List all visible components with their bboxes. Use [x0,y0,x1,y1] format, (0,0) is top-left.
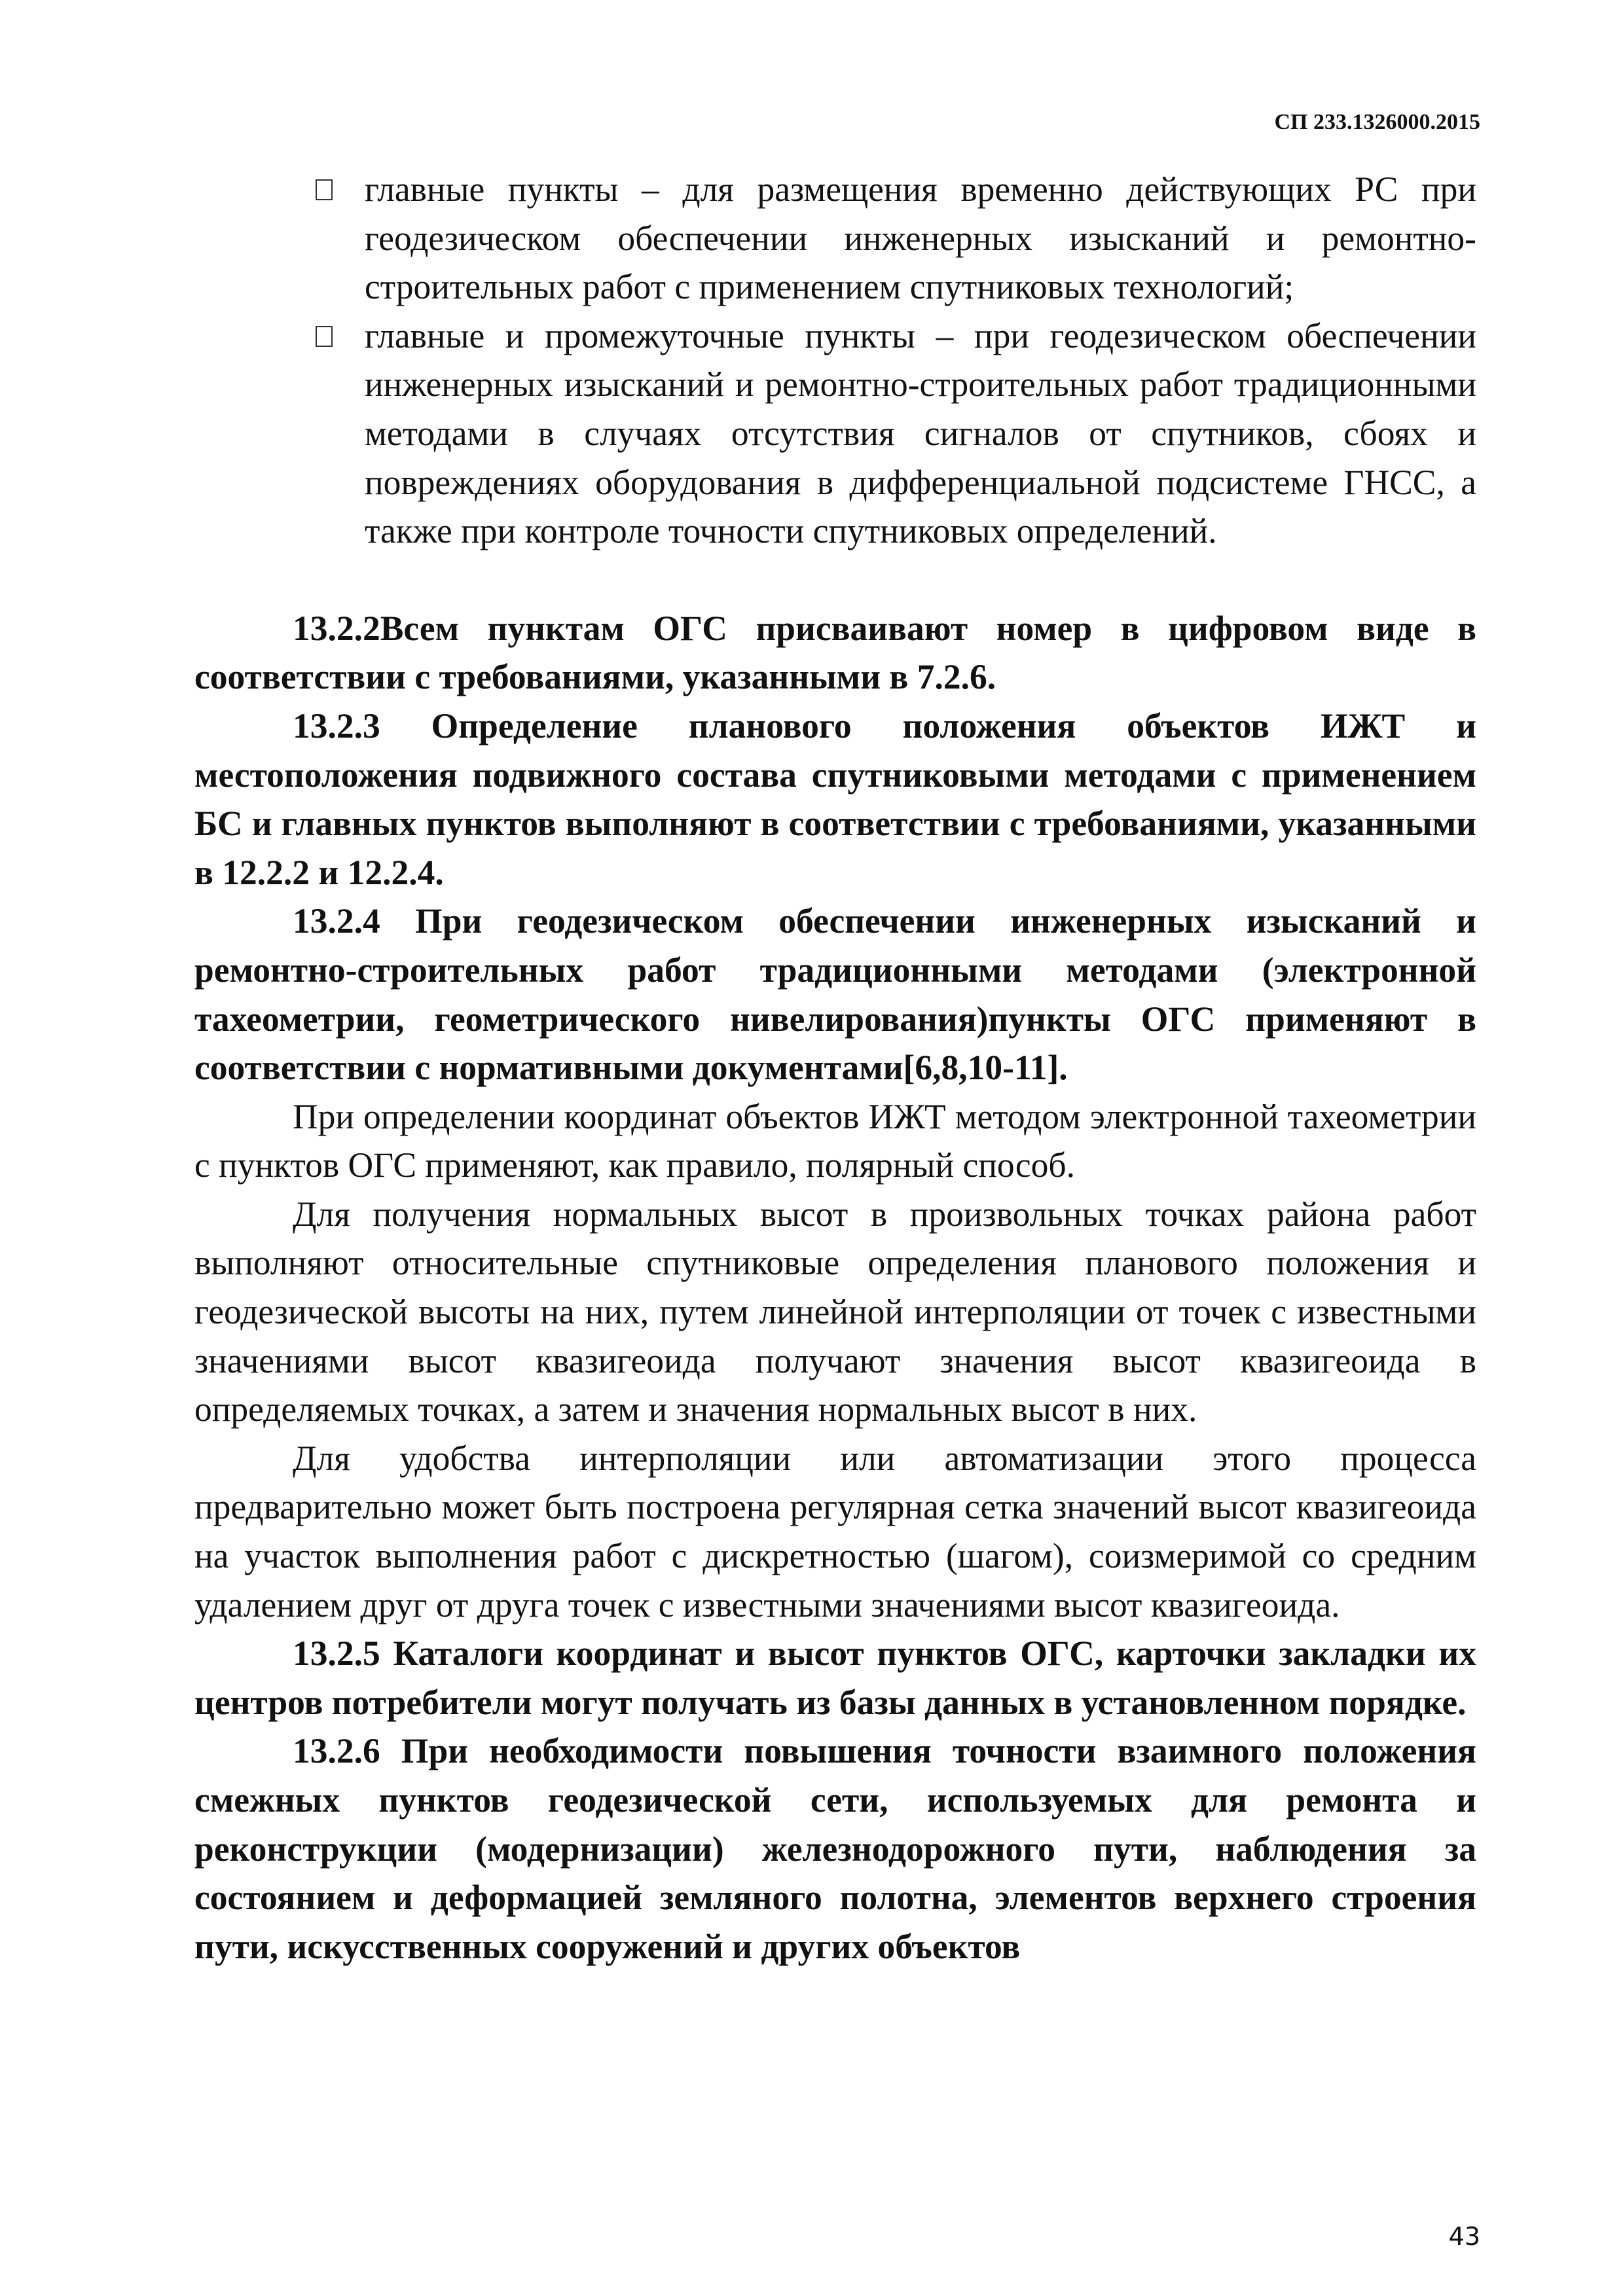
document-code-header: СП 233.1326000.2015 [1274,110,1480,134]
bullet-text: главные пункты – для размещения временно действующих РС при геодезическом обеспечении инженерных изысканий и ремонтно-строительных работ с применением спутниковых технологий; [365,170,1476,307]
clause-13-2-5: 13.2.5 Каталоги координат и высот пунктов ОГС, карточки закладки их центров потребители могут получать из базы данных в установленном порядке. [194,1634,1476,1722]
paragraph-normal-heights: Для получения нормальных высот в произвольных точках района работ выполняют относительные спутниковые определения планового положения и геодезической высоты на них, путем линейной интерполяции от точек с известными значениями высот квазигеоида получают значения высот квазигеоида в определяемых точках, а затем и значения нормальных высот в них. [194,1194,1476,1429]
paragraph-quasigeoid-grid: Для удобства интерполяции или автоматизации этого процесса предварительно может быть построена регулярная сетка значений высот квазигеоида на участок выполнения работ с дискретностью (шагом), соизмеримой со средним удалением друг от друга точек с известными значениями высот квазигеоида. [194,1438,1476,1624]
clause-13-2-6: 13.2.6 При необходимости повышения точности взаимного положения смежных пунктов геодезической сети, используемых для ремонта и реконструкции (модернизации) железнодорожного пути, наблюдения за состоянием и деформацией земляного полотна, элементов верхнего строения пути, искусственных сооружений и других объектов [194,1731,1476,1966]
page-number: 43 [1448,2222,1480,2251]
bullet-text: главные и промежуточные пункты – при геодезическом обеспечении инженерных изысканий и ремонтно-строительных работ традиционными методами в случаях отсутствия сигналов от спутников, сбоях и повреждениях оборудования в дифференциальной подсистеме ГНСС, а также при контроле точности спутниковых определений. [365,315,1476,551]
bullet-item-main-points [194,165,1476,312]
empty-square-bullet-icon [316,179,333,200]
paragraph-polar-method: При определении координат объектов ИЖТ методом электронной тахеометрии с пунктов ОГС применяют, как правило, полярный способ. [194,1096,1476,1185]
clause-13-2-2: 13.2.2Всем пунктам ОГС присваивают номер в цифровом виде в соответствии с требованиями, указанными в 7.2.6. [194,608,1476,697]
empty-square-bullet-icon [316,326,333,347]
clause-13-2-3: 13.2.3 Определение планового положения объектов ИЖТ и местоположения подвижного состава спутниковыми методами с применением БС и главных пунктов выполняют в соответствии с требованиями, указанными в 12.2.2 и 12.2.4. [194,706,1476,892]
clause-13-2-4: 13.2.4 При геодезическом обеспечении инженерных изысканий и ремонтно-строительных работ традиционными методами (электронной тахеометрии, геометрического нивелирования)пункты ОГС применяют в соответствии с нормативными документами[6,8,10-11]. [194,901,1476,1088]
document-body [194,165,1476,1971]
paragraph-spacer [194,556,1476,604]
bullet-item-main-and-intermediate-points [194,312,1476,556]
bullet-list [194,165,1476,556]
